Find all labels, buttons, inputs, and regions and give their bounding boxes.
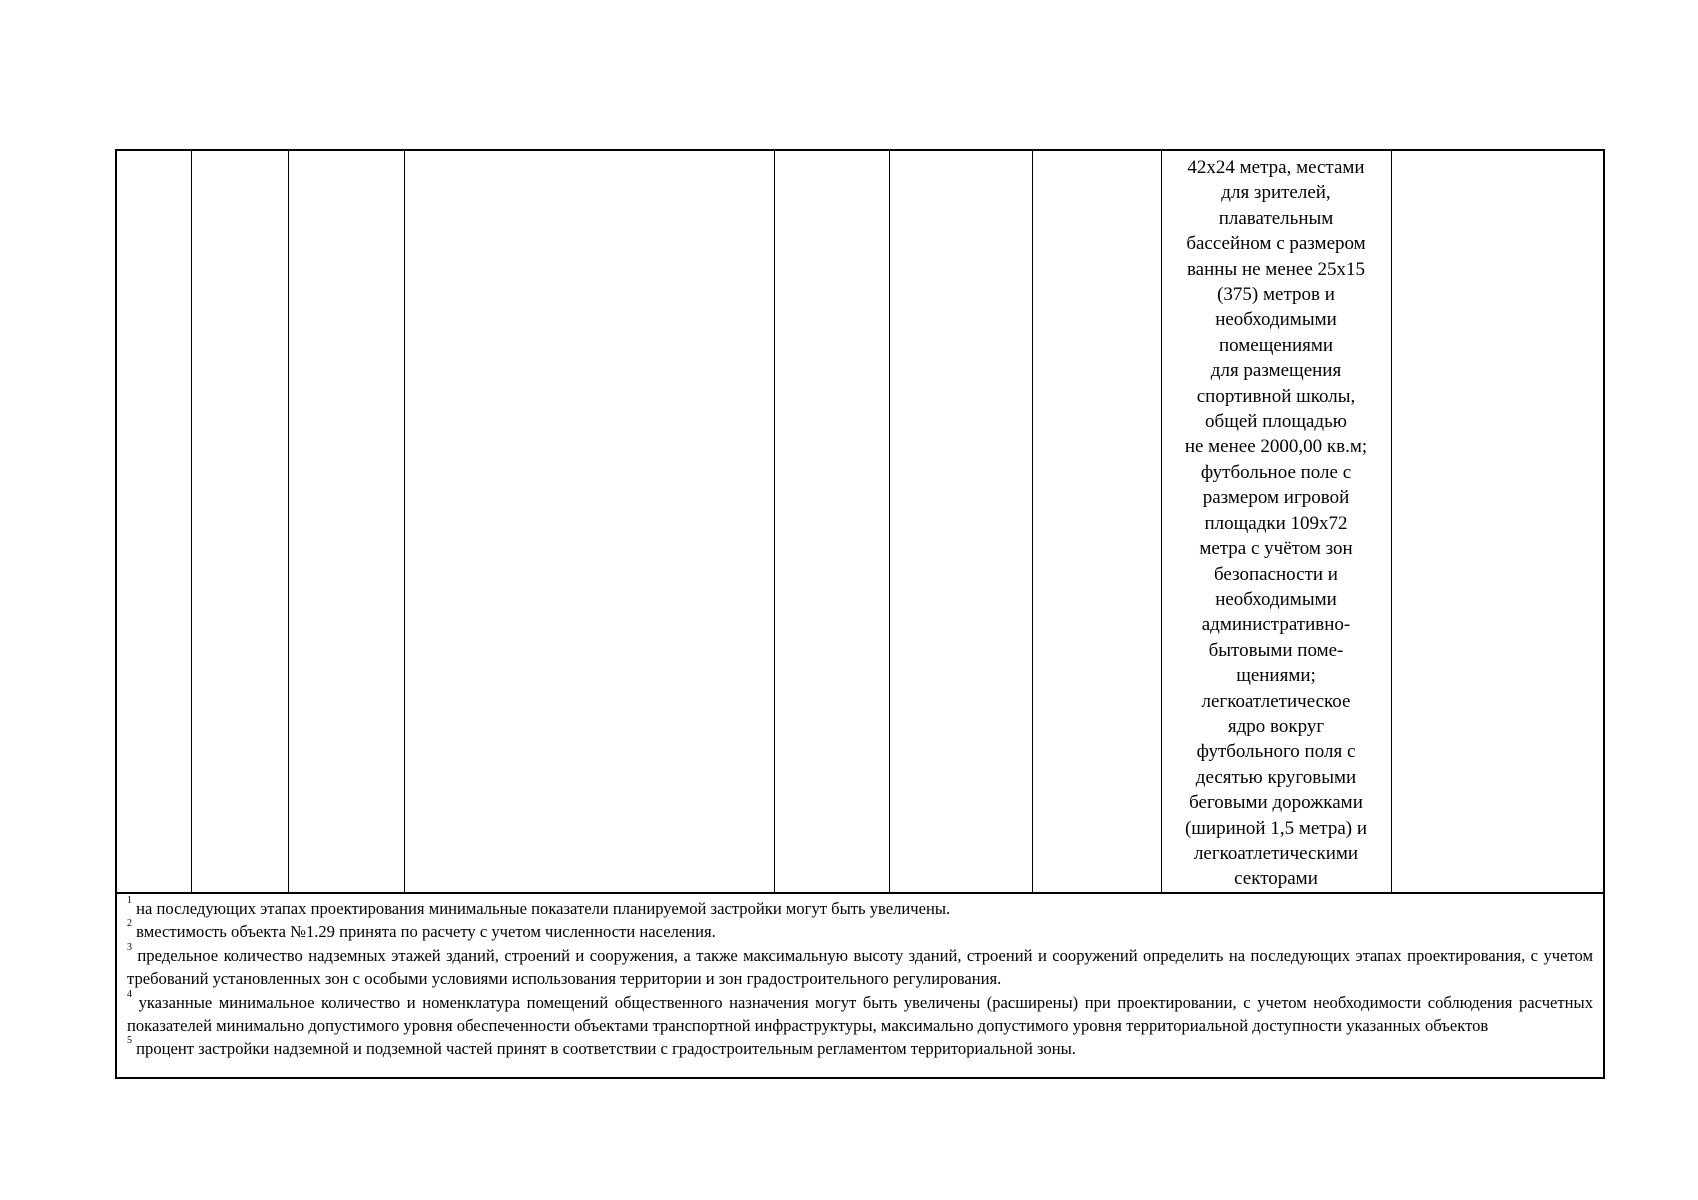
cell-text-line: бытовыми поме- <box>1208 639 1344 661</box>
column-divider <box>889 151 890 892</box>
cell-text-line: общей площадью <box>1205 411 1347 433</box>
column-divider <box>1161 151 1162 892</box>
cell-text-line: необходимыми <box>1215 588 1337 610</box>
column-divider <box>288 151 289 892</box>
table <box>115 149 1605 1079</box>
cell-text-line: плавательным <box>1218 207 1334 229</box>
cell-text-line: ванны не менее 25х15 <box>1186 258 1366 280</box>
footnote-text: на последующих этапах проектирования минимальные показатели планируемой застройки могут быть увеличены. <box>136 899 951 918</box>
cell-text-line: метра с учётом зон <box>1199 538 1353 560</box>
cell-text-line: футбольное поле с <box>1200 461 1352 483</box>
cell-text-line: не менее 2000,00 кв.м; <box>1184 436 1368 458</box>
column-divider <box>191 151 192 892</box>
footnote-text: предельное количество надземных этажей зданий, строений и сооружения, а также максимальную высоту зданий, строений и сооружений определить на последующих этапах проектирования, с учетом требований установленных зон с особыми условиями использования территории и зон градостроительного регулирования. <box>127 945 1593 989</box>
cell-text-line: помещениями <box>1218 334 1334 356</box>
footnote <box>127 941 1593 991</box>
cell-text-line: необходимыми <box>1215 309 1337 331</box>
cell-text-line: спортивной школы, <box>1196 385 1356 407</box>
cell-text-line: размером игровой <box>1202 487 1350 509</box>
cell-text-line: футбольного поля с <box>1196 741 1356 763</box>
cell-text-line: десятью круговыми <box>1195 766 1357 788</box>
footnote-text: процент застройки надземной и подземной частей принят в соответствии с градостроительным регламентом территориальной зоны. <box>136 1039 1076 1059</box>
footnote <box>127 897 1593 920</box>
cell-text-line: ядро вокруг <box>1227 715 1325 737</box>
table-row <box>117 151 1603 894</box>
footnote <box>127 1037 1593 1060</box>
column-divider <box>404 151 405 892</box>
table-cell-description <box>1163 155 1389 892</box>
column-divider <box>1391 151 1392 892</box>
footnote-number: 1 <box>127 895 132 906</box>
cell-text-line: легкоатлетическими <box>1193 842 1359 864</box>
cell-text-line: беговыми дорожками <box>1189 792 1363 814</box>
footnote-number: 4 <box>127 988 132 1000</box>
footnote <box>127 988 1593 1038</box>
footnote-number: 2 <box>127 918 132 930</box>
column-divider <box>1032 151 1033 892</box>
cell-text-line: для размещения <box>1210 360 1342 382</box>
cell-text-line: безопасности и <box>1214 563 1338 585</box>
cell-text-line: легкоатлетическое <box>1201 690 1351 712</box>
cell-text-line: (шириной 1,5 метра) и <box>1184 817 1368 839</box>
footnote-text: вместимость объекта №1.29 принята по расчету с учетом численности населения. <box>136 922 716 942</box>
footnote <box>127 920 1593 943</box>
cell-text-line: бассейном с размером <box>1186 233 1366 255</box>
footnote-number: 3 <box>127 941 132 953</box>
cell-text-line: площадки 109х72 <box>1204 512 1348 534</box>
cell-text-line: секторами <box>1234 868 1318 890</box>
footnotes <box>127 897 1593 1061</box>
cell-text-line: 42х24 метра, местами <box>1187 157 1365 178</box>
cell-text-line: для зрителей, <box>1221 182 1331 204</box>
cell-text-line: (375) метров и <box>1217 284 1335 306</box>
footnote-text: указанные минимальное количество и номенклатура помещений общественного назначения могут быть увеличены (расширены) при проектировании, с учетом необходимости соблюдения расчетных показателей минимально допустимого уровня обеспеченности объектами транспортной инфраструктуры, максимально допустимого уровня территориальной доступности указанных объектов <box>127 992 1593 1036</box>
column-divider <box>774 151 775 892</box>
cell-text-line: административно- <box>1201 614 1351 636</box>
cell-text-line: щениями; <box>1236 665 1316 687</box>
footnote-number: 5 <box>127 1035 132 1047</box>
